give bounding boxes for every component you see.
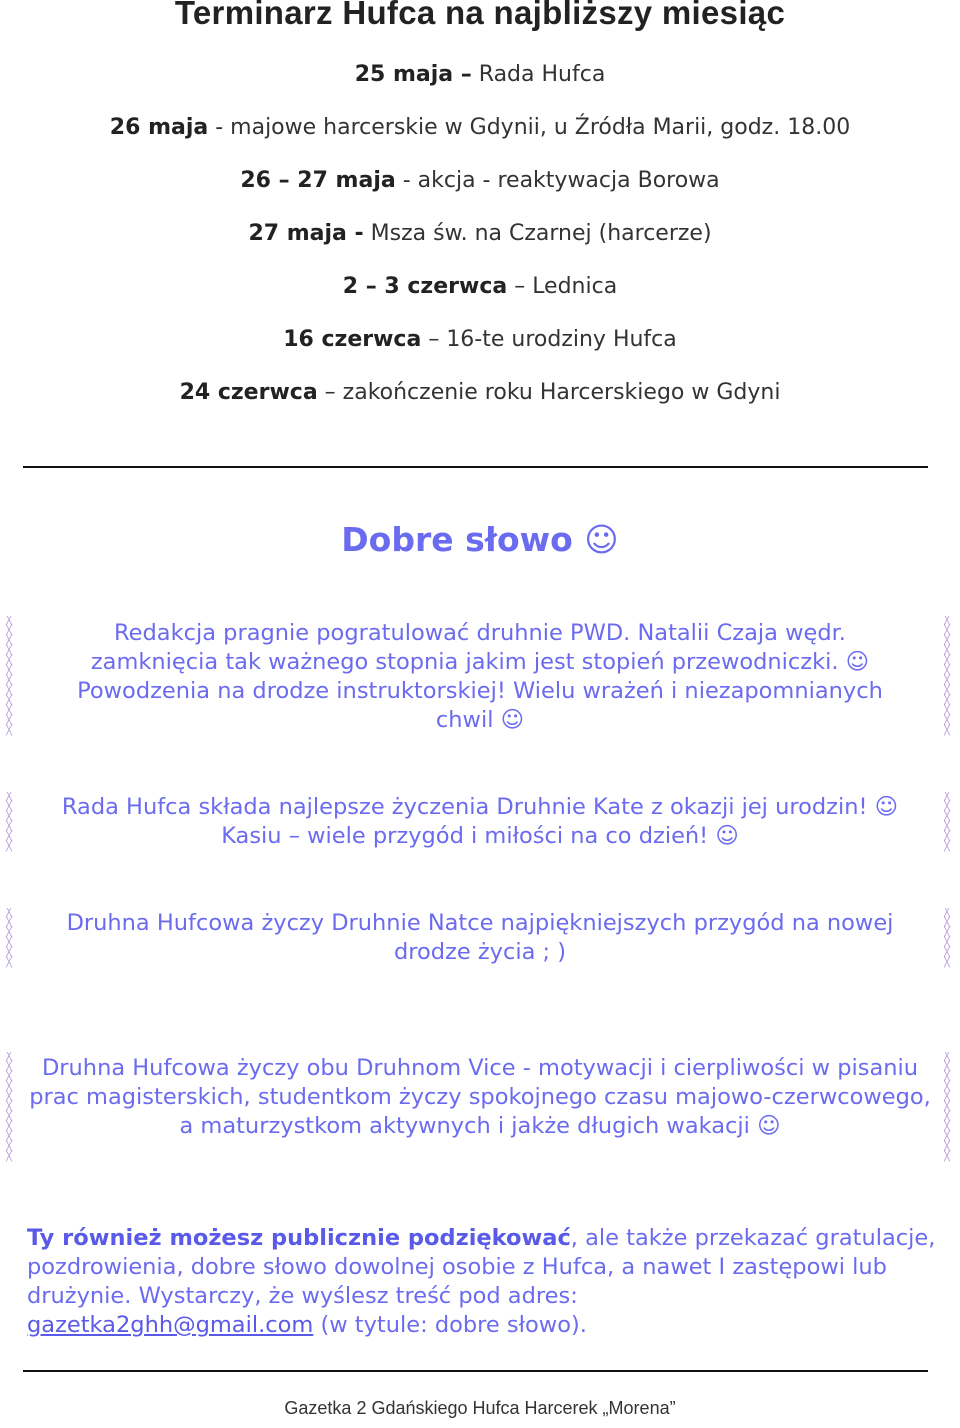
schedule-list (0, 58, 960, 429)
message-4: Druhna Hufcowa życzy obu Druhnom Vice - motywacji i cierpliwości w pisaniu prac magisterskich, studentkom życzy spokojnego czasu majowo-czerwcowego, a maturzystkom aktywnych i jakże długich wakacji ☺ (29, 1055, 931, 1139)
decorative-border-right-icon: ╳ ╳ ╳ ╳ ╳ ╳ (944, 908, 951, 968)
decorative-border-left-icon: ╳ ╳ ╳ ╳ ╳ ╳ ╳ ╳ ╳ ╳ ╳ ╳ (6, 616, 13, 736)
schedule-item (0, 217, 960, 270)
message-2: Rada Hufca składa najlepsze życzenia Druhnie Kate z okazji jej urodzin! ☺ Kasiu – wiele przygód i miłości na co dzień! ☺ (61, 794, 899, 849)
schedule-text: Rada Hufca (471, 62, 606, 87)
schedule-item (0, 376, 960, 429)
divider-top (23, 466, 928, 468)
callout-after-email: (w tytule: dobre słowo). (313, 1312, 587, 1338)
decorative-border-left-icon: ╳ ╳ ╳ ╳ ╳ ╳ (6, 908, 13, 968)
schedule-item (0, 270, 960, 323)
schedule-item (0, 323, 960, 376)
schedule-text: – zakończenie roku Harcerskiego w Gdyni (317, 380, 781, 405)
schedule-item (0, 164, 960, 217)
decorative-border-right-icon: ╳ ╳ ╳ ╳ ╳ ╳ ╳ ╳ ╳ ╳ ╳ ╳ (944, 616, 951, 736)
email-link[interactable]: gazetka2ghh@gmail.com (27, 1312, 314, 1338)
schedule-date: 16 czerwca (283, 327, 422, 352)
schedule-text: Msza św. na Czarnej (harcerze) (363, 221, 712, 246)
footer: Gazetka 2 Gdańskiego Hufca Harcerek „Morena” (284, 1398, 676, 1418)
schedule-date: 2 – 3 czerwca (342, 274, 508, 299)
schedule-text: – 16-te urodziny Hufca (421, 327, 677, 352)
schedule-date: 27 maja - (248, 221, 364, 246)
schedule-date: 26 – 27 maja (240, 168, 396, 193)
schedule-date: 26 maja (109, 115, 209, 140)
page-title: Terminarz Hufca na najbliższy miesiąc (174, 0, 786, 31)
message-3: Druhna Hufcowa życzy Druhnie Natce najpiękniejszych przygód na nowej drodze życia ; ) (66, 910, 894, 965)
callout-bold: Ty również możesz publicznie podziękować (27, 1225, 571, 1251)
decorative-border-right-icon: ╳ ╳ ╳ ╳ ╳ ╳ ╳ ╳ ╳ ╳ ╳ (944, 1052, 951, 1162)
schedule-item (0, 111, 960, 164)
schedule-text: – Lednica (507, 274, 618, 299)
schedule-date: 25 maja – (354, 62, 472, 87)
schedule-text: - majowe harcerskie w Gdynii, u Źródła Marii, godz. 18.00 (208, 115, 851, 140)
decorative-border-right-icon: ╳ ╳ ╳ ╳ ╳ ╳ (944, 792, 951, 852)
schedule-item (0, 58, 960, 111)
schedule-date: 24 czerwca (179, 380, 318, 405)
decorative-border-left-icon: ╳ ╳ ╳ ╳ ╳ ╳ ╳ ╳ ╳ ╳ ╳ (6, 1052, 13, 1162)
section-heading: Dobre słowo ☺ (341, 520, 619, 559)
schedule-text: - akcja - reaktywacja Borowa (395, 168, 720, 193)
message-1: Redakcja pragnie pogratulować druhnie PWD. Natalii Czaja wędr. zamknięcia tak ważnego stopnia jakim jest stopień przewodniczki. ☺ Powodzenia na drodze instruktorskiej! Wielu wrażeń i niezapomnianych chwil ☺ (77, 620, 883, 733)
callout-paragraph (27, 1224, 937, 1340)
decorative-border-left-icon: ╳ ╳ ╳ ╳ ╳ ╳ (6, 792, 13, 852)
callout-text: , ale także przekazać gratulacje, pozdrowienia, dobre słowo dowolnej osobie z Hufca, a nawet I zastępowi lub drużynie. Wystarczy, że wyślesz treść pod adres: (27, 1225, 936, 1309)
divider-bottom (23, 1370, 928, 1372)
